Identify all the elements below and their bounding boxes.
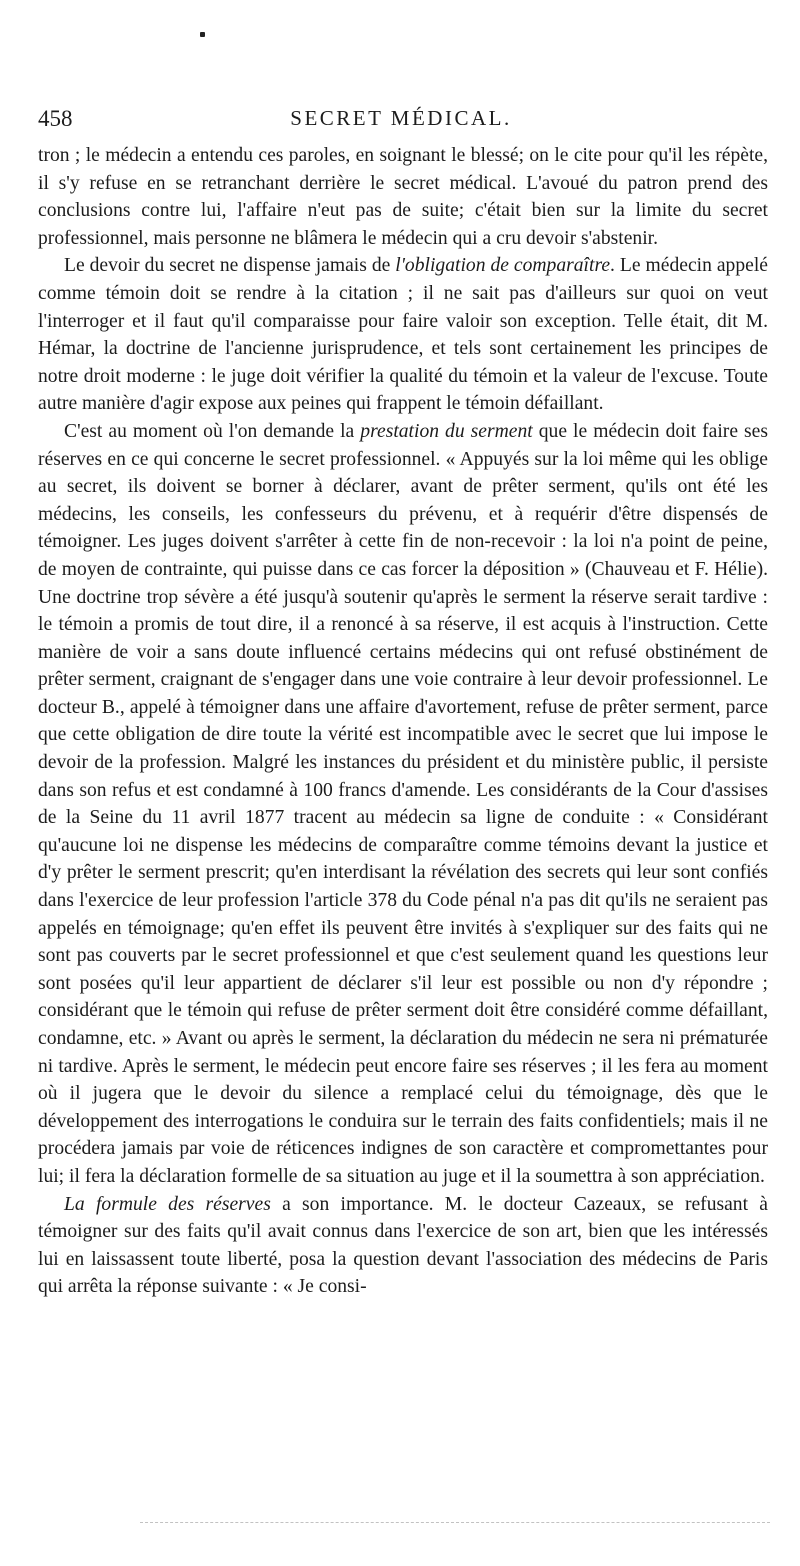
page-header bbox=[38, 106, 764, 138]
italic-phrase: prestation du serment bbox=[360, 420, 533, 442]
body-text bbox=[38, 142, 768, 1301]
italic-phrase: La formule des réserves bbox=[64, 1193, 271, 1215]
paragraph bbox=[38, 252, 768, 418]
print-speck bbox=[200, 32, 205, 37]
bottom-print-artifact bbox=[140, 1522, 770, 1523]
page-number: 458 bbox=[38, 106, 73, 131]
text-run: a son importance. M. le docteur Cazeaux, se refusant à témoigner sur des faits qu'il avait connus dans l'exercice de son art, bien que les intéressés lui en laissassent toute liberté, posa la question devant l'association des médecins de Paris qui arrêta la réponse suivante : « Je consi- bbox=[38, 1193, 769, 1298]
paragraph bbox=[38, 418, 768, 1191]
running-head: SECRET MÉDICAL. bbox=[290, 106, 512, 130]
paragraph bbox=[38, 1191, 768, 1301]
text-run: . Le médecin appelé comme témoin doit se rendre à la citation ; il ne sait pas d'ailleurs sur quoi on veut l'interroger et il faut qu'il comparaisse pour faire valoir son exception. Telle était, dit M. Hémar, la doctrine de l'ancienne jurisprudence, et tels sont certainement les principes de notre droit moderne : le juge doit vérifier la qualité du témoin et la valeur de l'excuse. Toute autre manière d'agir expose aux peines qui frappent le témoin défaillant. bbox=[38, 255, 768, 415]
paragraph bbox=[38, 142, 768, 252]
text-run: C'est au moment où l'on demande la bbox=[64, 420, 361, 442]
italic-phrase: l'obligation de comparaître bbox=[395, 255, 611, 277]
text-run: Le devoir du secret ne dispense jamais de bbox=[64, 255, 396, 277]
text-run: que le médecin doit faire ses réserves en ce qui concerne le secret professionnel. « Appuyés sur la loi même qui les oblige au secret, ils doivent se borner à déclarer, avant de prêter serment, qu'ils ont été les médecins, les conseils, les confesseurs du prévenu, et à requérir d'être dispensés de témoigner. Les juges doivent s'arrêter à cette fin de non-recevoir : la loi n'a point de peine, de moyen de contrainte, qui puisse dans ce cas forcer la déposition » (Chauveau et F. Hélie). Une doctrine trop sévère a été jusqu'à soutenir qu'après le serment la réserve serait tardive : le témoin a promis de tout dire, il a renoncé à sa réserve, il est acquis à l'instruction. Cette manière de voir a sans doute influencé certains médecins qui ont refusé obstinément de prêter serment, craignant de s'engager dans une voie contraire à leur devoir professionnel. Le docteur B., appelé à témoigner dans une affaire d'avortement, refuse de prêter serment, parce que cette obligation de dire toute la vérité est incompatible avec le secret que lui impose le devoir de la profession. Malgré les instances du président et du ministère public, il persiste dans son refus et est condamné à 100 francs d'amende. Les considérants de la Cour d'assises de la Seine du 11 avril 1877 tracent au médecin sa ligne de conduite : « Considérant qu'aucune loi ne dispense les médecins de comparaître comme témoins devant la justice et d'y prêter le serment prescrit; qu'en interdisant la révélation des secrets qui leur sont confiés dans l'exercice de leur profession l'article 378 du Code pénal n'a pas dit qu'ils ne seraient pas appelés en témoignage; qu'en effet ils peuvent être invités à s'expliquer sur des faits qui ne sont pas couverts par le secret professionnel et que c'est seulement quand les questions leur sont posées qu'il leur appartient de déclarer s'il leur est possible ou non d'y répondre ; considérant que le témoin qui refuse de prêter serment doit être considéré comme défaillant, condamne, etc. » Avant ou après le serment, la déclaration du médecin ne sera ni prématurée ni tardive. Après le serment, le médecin peut encore faire ses réserves ; il les fera au moment où il jugera que le devoir du silence a remplacé celui du témoignage, dès que le développement des interrogations le conduira sur le terrain des faits confidentiels; mais il ne procédera jamais par voie de réticences indignes de son caractère et compromettantes pour lui; il fera la déclaration formelle de sa situation au juge et il la soumettra à son appréciation. bbox=[38, 420, 768, 1187]
text-run: tron ; le médecin a entendu ces paroles, en soignant le blessé; on le cite pour qu'il les répète, il s'y refuse en se retranchant derrière le secret médical. L'avoué du patron prend des conclusions contre lui, l'affaire n'eut pas de suite; c'était bien sur la limite du secret professionnel, mais personne ne blâmera le médecin qui a cru devoir s'abstenir. bbox=[38, 145, 768, 249]
